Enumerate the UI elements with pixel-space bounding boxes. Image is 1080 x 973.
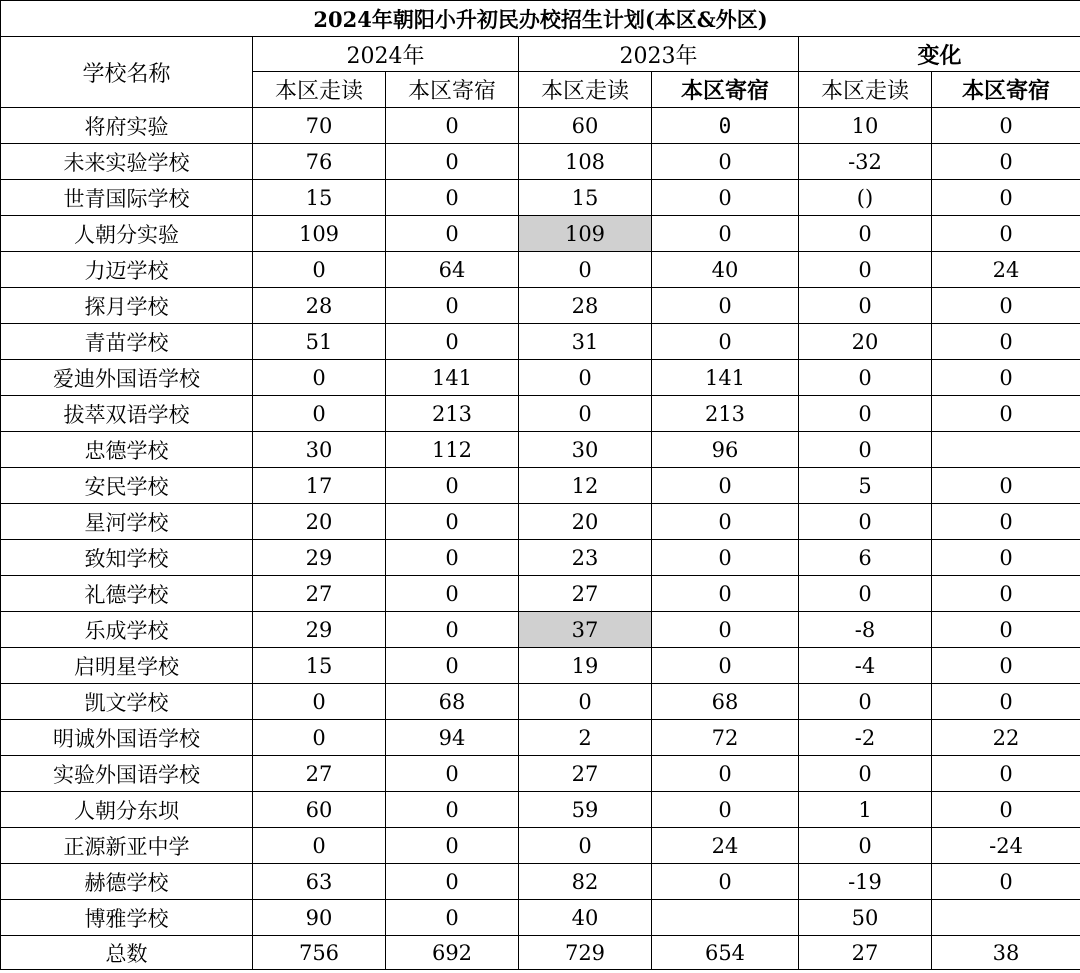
table-row (1, 180, 1080, 216)
value-cell: 0 (799, 684, 932, 720)
highlighted-value-cell: 109 (519, 216, 652, 252)
value-cell: 0 (386, 828, 519, 864)
title-row (1, 1, 1080, 37)
value-cell: 0 (253, 684, 386, 720)
value-cell: 40 (519, 900, 652, 936)
school-name-cell: 正源新亚中学 (1, 828, 253, 864)
highlighted-value-cell: 37 (519, 612, 652, 648)
value-cell: 0 (932, 396, 1080, 432)
value-cell: 0 (519, 396, 652, 432)
value-cell: 0 (652, 144, 799, 180)
table-row (1, 864, 1080, 900)
value-cell: 23 (519, 540, 652, 576)
value-cell: 0 (652, 288, 799, 324)
value-cell: 0 (652, 504, 799, 540)
value-cell: 0 (932, 468, 1080, 504)
value-cell: 0 (652, 576, 799, 612)
school-name-cell: 启明星学校 (1, 648, 253, 684)
value-cell: 0 (652, 612, 799, 648)
table-row (1, 648, 1080, 684)
sub-header-change-local-boarding: 本区寄宿 (932, 72, 1080, 108)
total-value-cell: 38 (932, 936, 1080, 970)
value-cell: -19 (799, 864, 932, 900)
value-cell: 0 (799, 432, 932, 468)
value-cell: 0 (932, 792, 1080, 828)
value-cell: 28 (253, 288, 386, 324)
value-cell: 0 (386, 468, 519, 504)
table-row (1, 432, 1080, 468)
table-row (1, 720, 1080, 756)
value-cell: 0 (799, 396, 932, 432)
school-name-cell: 力迈学校 (1, 252, 253, 288)
table-row (1, 252, 1080, 288)
value-cell: -2 (799, 720, 932, 756)
school-name-cell: 安民学校 (1, 468, 253, 504)
value-cell: 0 (652, 180, 799, 216)
group-header-2024: 2024年 (253, 37, 519, 72)
value-cell: 94 (386, 720, 519, 756)
value-cell: 109 (253, 216, 386, 252)
table-row (1, 612, 1080, 648)
value-cell: 70 (253, 108, 386, 144)
table-row (1, 324, 1080, 360)
table-body (1, 1, 1080, 970)
value-cell: 0 (386, 900, 519, 936)
value-cell: 82 (519, 864, 652, 900)
table-row (1, 144, 1080, 180)
value-cell: 51 (253, 324, 386, 360)
value-cell: 59 (519, 792, 652, 828)
school-name-cell: 将府实验 (1, 108, 253, 144)
school-name-cell: 致知学校 (1, 540, 253, 576)
value-cell: 0 (799, 576, 932, 612)
value-cell: 0 (386, 864, 519, 900)
value-cell: 24 (932, 252, 1080, 288)
value-cell: 31 (519, 324, 652, 360)
school-name-cell: 青苗学校 (1, 324, 253, 360)
value-cell: 0 (799, 828, 932, 864)
sub-header-2023-local-boarding: 本区寄宿 (652, 72, 799, 108)
value-cell: 0 (932, 180, 1080, 216)
value-cell: 27 (253, 756, 386, 792)
value-cell: 20 (519, 504, 652, 540)
table-row (1, 504, 1080, 540)
year-header-row (1, 37, 1080, 72)
value-cell: 0 (386, 576, 519, 612)
value-cell: 64 (386, 252, 519, 288)
school-name-cell: 拔萃双语学校 (1, 396, 253, 432)
sub-header-2024-local-day: 本区走读 (253, 72, 386, 108)
value-cell: 0 (799, 756, 932, 792)
school-name-cell: 人朝分东坝 (1, 792, 253, 828)
value-cell: 0 (519, 828, 652, 864)
value-cell: 72 (652, 720, 799, 756)
value-cell: 0 (386, 180, 519, 216)
value-cell: 60 (519, 108, 652, 144)
total-label: 总数 (1, 936, 253, 970)
value-cell: 0 (386, 216, 519, 252)
value-cell (932, 900, 1080, 936)
value-cell (932, 432, 1080, 468)
value-cell: 27 (253, 576, 386, 612)
value-cell: 0 (253, 360, 386, 396)
value-cell: 29 (253, 540, 386, 576)
value-cell: 0 (253, 252, 386, 288)
total-value-cell: 654 (652, 936, 799, 970)
value-cell: 0 (932, 648, 1080, 684)
total-value-cell: 27 (799, 936, 932, 970)
value-cell: 0 (799, 216, 932, 252)
school-name-cell: 忠德学校 (1, 432, 253, 468)
value-cell: 63 (253, 864, 386, 900)
total-value-cell: 756 (253, 936, 386, 970)
value-cell: 0 (932, 540, 1080, 576)
value-cell: 0 (932, 612, 1080, 648)
value-cell: 68 (652, 684, 799, 720)
total-value-cell: 692 (386, 936, 519, 970)
value-cell: 0 (932, 684, 1080, 720)
school-name-header: 学校名称 (1, 37, 253, 108)
value-cell: 0 (386, 648, 519, 684)
value-cell: 0 (652, 756, 799, 792)
value-cell: 20 (799, 324, 932, 360)
value-cell: 141 (652, 360, 799, 396)
value-cell: 30 (253, 432, 386, 468)
value-cell: 0 (799, 252, 932, 288)
value-cell: 0 (386, 612, 519, 648)
table-row (1, 576, 1080, 612)
value-cell: 0 (799, 288, 932, 324)
value-cell: 112 (386, 432, 519, 468)
value-cell: 0 (932, 324, 1080, 360)
sub-header-2024-local-boarding: 本区寄宿 (386, 72, 519, 108)
value-cell: 141 (386, 360, 519, 396)
value-cell: 22 (932, 720, 1080, 756)
value-cell: 213 (652, 396, 799, 432)
value-cell: 0 (386, 540, 519, 576)
school-name-cell: 人朝分实验 (1, 216, 253, 252)
value-cell: 0 (932, 144, 1080, 180)
school-name-cell: 探月学校 (1, 288, 253, 324)
school-name-cell: 赫德学校 (1, 864, 253, 900)
value-cell: 17 (253, 468, 386, 504)
table-row (1, 288, 1080, 324)
school-name-cell: 世青国际学校 (1, 180, 253, 216)
value-cell: -24 (932, 828, 1080, 864)
value-cell: 0 (386, 756, 519, 792)
table-row (1, 468, 1080, 504)
value-cell: 0 (519, 360, 652, 396)
value-cell: () (799, 180, 932, 216)
school-name-cell: 未来实验学校 (1, 144, 253, 180)
value-cell: 76 (253, 144, 386, 180)
total-value-cell: 729 (519, 936, 652, 970)
value-cell: 0 (519, 684, 652, 720)
school-name-cell: 乐成学校 (1, 612, 253, 648)
table-row (1, 792, 1080, 828)
value-cell: 0 (652, 468, 799, 504)
value-cell: 0 (652, 792, 799, 828)
value-cell: 15 (253, 648, 386, 684)
value-cell: 0 (932, 360, 1080, 396)
school-name-cell: 星河学校 (1, 504, 253, 540)
value-cell: 68 (386, 684, 519, 720)
value-cell: 0 (652, 648, 799, 684)
school-name-cell: 礼德学校 (1, 576, 253, 612)
value-cell: 40 (652, 252, 799, 288)
value-cell: 108 (519, 144, 652, 180)
value-cell: 0 (932, 288, 1080, 324)
value-cell: -32 (799, 144, 932, 180)
value-cell: 0 (652, 324, 799, 360)
value-cell: 0 (932, 756, 1080, 792)
value-cell: 0 (652, 108, 799, 144)
school-name-cell: 凯文学校 (1, 684, 253, 720)
group-header-change: 变化 (799, 37, 1080, 72)
value-cell: 0 (386, 792, 519, 828)
value-cell: 60 (253, 792, 386, 828)
value-cell: 0 (253, 720, 386, 756)
value-cell: -8 (799, 612, 932, 648)
school-name-cell: 博雅学校 (1, 900, 253, 936)
table-row (1, 900, 1080, 936)
table-row (1, 684, 1080, 720)
sub-header-2023-local-day: 本区走读 (519, 72, 652, 108)
value-cell: 0 (652, 540, 799, 576)
value-cell: 27 (519, 756, 652, 792)
value-cell: 0 (386, 144, 519, 180)
value-cell: 0 (932, 576, 1080, 612)
value-cell: 10 (799, 108, 932, 144)
value-cell: 30 (519, 432, 652, 468)
value-cell: 0 (519, 252, 652, 288)
school-name-cell: 明诚外国语学校 (1, 720, 253, 756)
value-cell: 15 (253, 180, 386, 216)
value-cell: 24 (652, 828, 799, 864)
sub-header-change-local-day: 本区走读 (799, 72, 932, 108)
table-row (1, 360, 1080, 396)
value-cell: 0 (932, 108, 1080, 144)
value-cell: 96 (652, 432, 799, 468)
value-cell: 0 (652, 864, 799, 900)
value-cell: 0 (386, 324, 519, 360)
school-name-cell: 爱迪外国语学校 (1, 360, 253, 396)
value-cell: 27 (519, 576, 652, 612)
value-cell: 1 (799, 792, 932, 828)
value-cell: 90 (253, 900, 386, 936)
table-row (1, 540, 1080, 576)
value-cell: 0 (652, 216, 799, 252)
value-cell: 0 (932, 864, 1080, 900)
value-cell: 6 (799, 540, 932, 576)
value-cell: 20 (253, 504, 386, 540)
value-cell: 213 (386, 396, 519, 432)
table-row (1, 216, 1080, 252)
value-cell: 2 (519, 720, 652, 756)
table-row (1, 108, 1080, 144)
value-cell: 12 (519, 468, 652, 504)
value-cell: 0 (932, 216, 1080, 252)
group-header-2023: 2023年 (519, 37, 799, 72)
value-cell (652, 900, 799, 936)
value-cell: -4 (799, 648, 932, 684)
value-cell: 0 (386, 108, 519, 144)
table-title: 2024年朝阳小升初民办校招生计划(本区&外区) (1, 1, 1080, 37)
value-cell: 50 (799, 900, 932, 936)
table-row (1, 828, 1080, 864)
value-cell: 5 (799, 468, 932, 504)
value-cell: 0 (799, 360, 932, 396)
value-cell: 15 (519, 180, 652, 216)
total-row (1, 936, 1080, 970)
value-cell: 19 (519, 648, 652, 684)
value-cell: 0 (253, 828, 386, 864)
table-row (1, 756, 1080, 792)
value-cell: 0 (386, 504, 519, 540)
school-name-cell: 实验外国语学校 (1, 756, 253, 792)
value-cell: 29 (253, 612, 386, 648)
value-cell: 0 (253, 396, 386, 432)
table-row (1, 396, 1080, 432)
value-cell: 0 (932, 504, 1080, 540)
value-cell: 0 (799, 504, 932, 540)
value-cell: 0 (386, 288, 519, 324)
value-cell: 28 (519, 288, 652, 324)
